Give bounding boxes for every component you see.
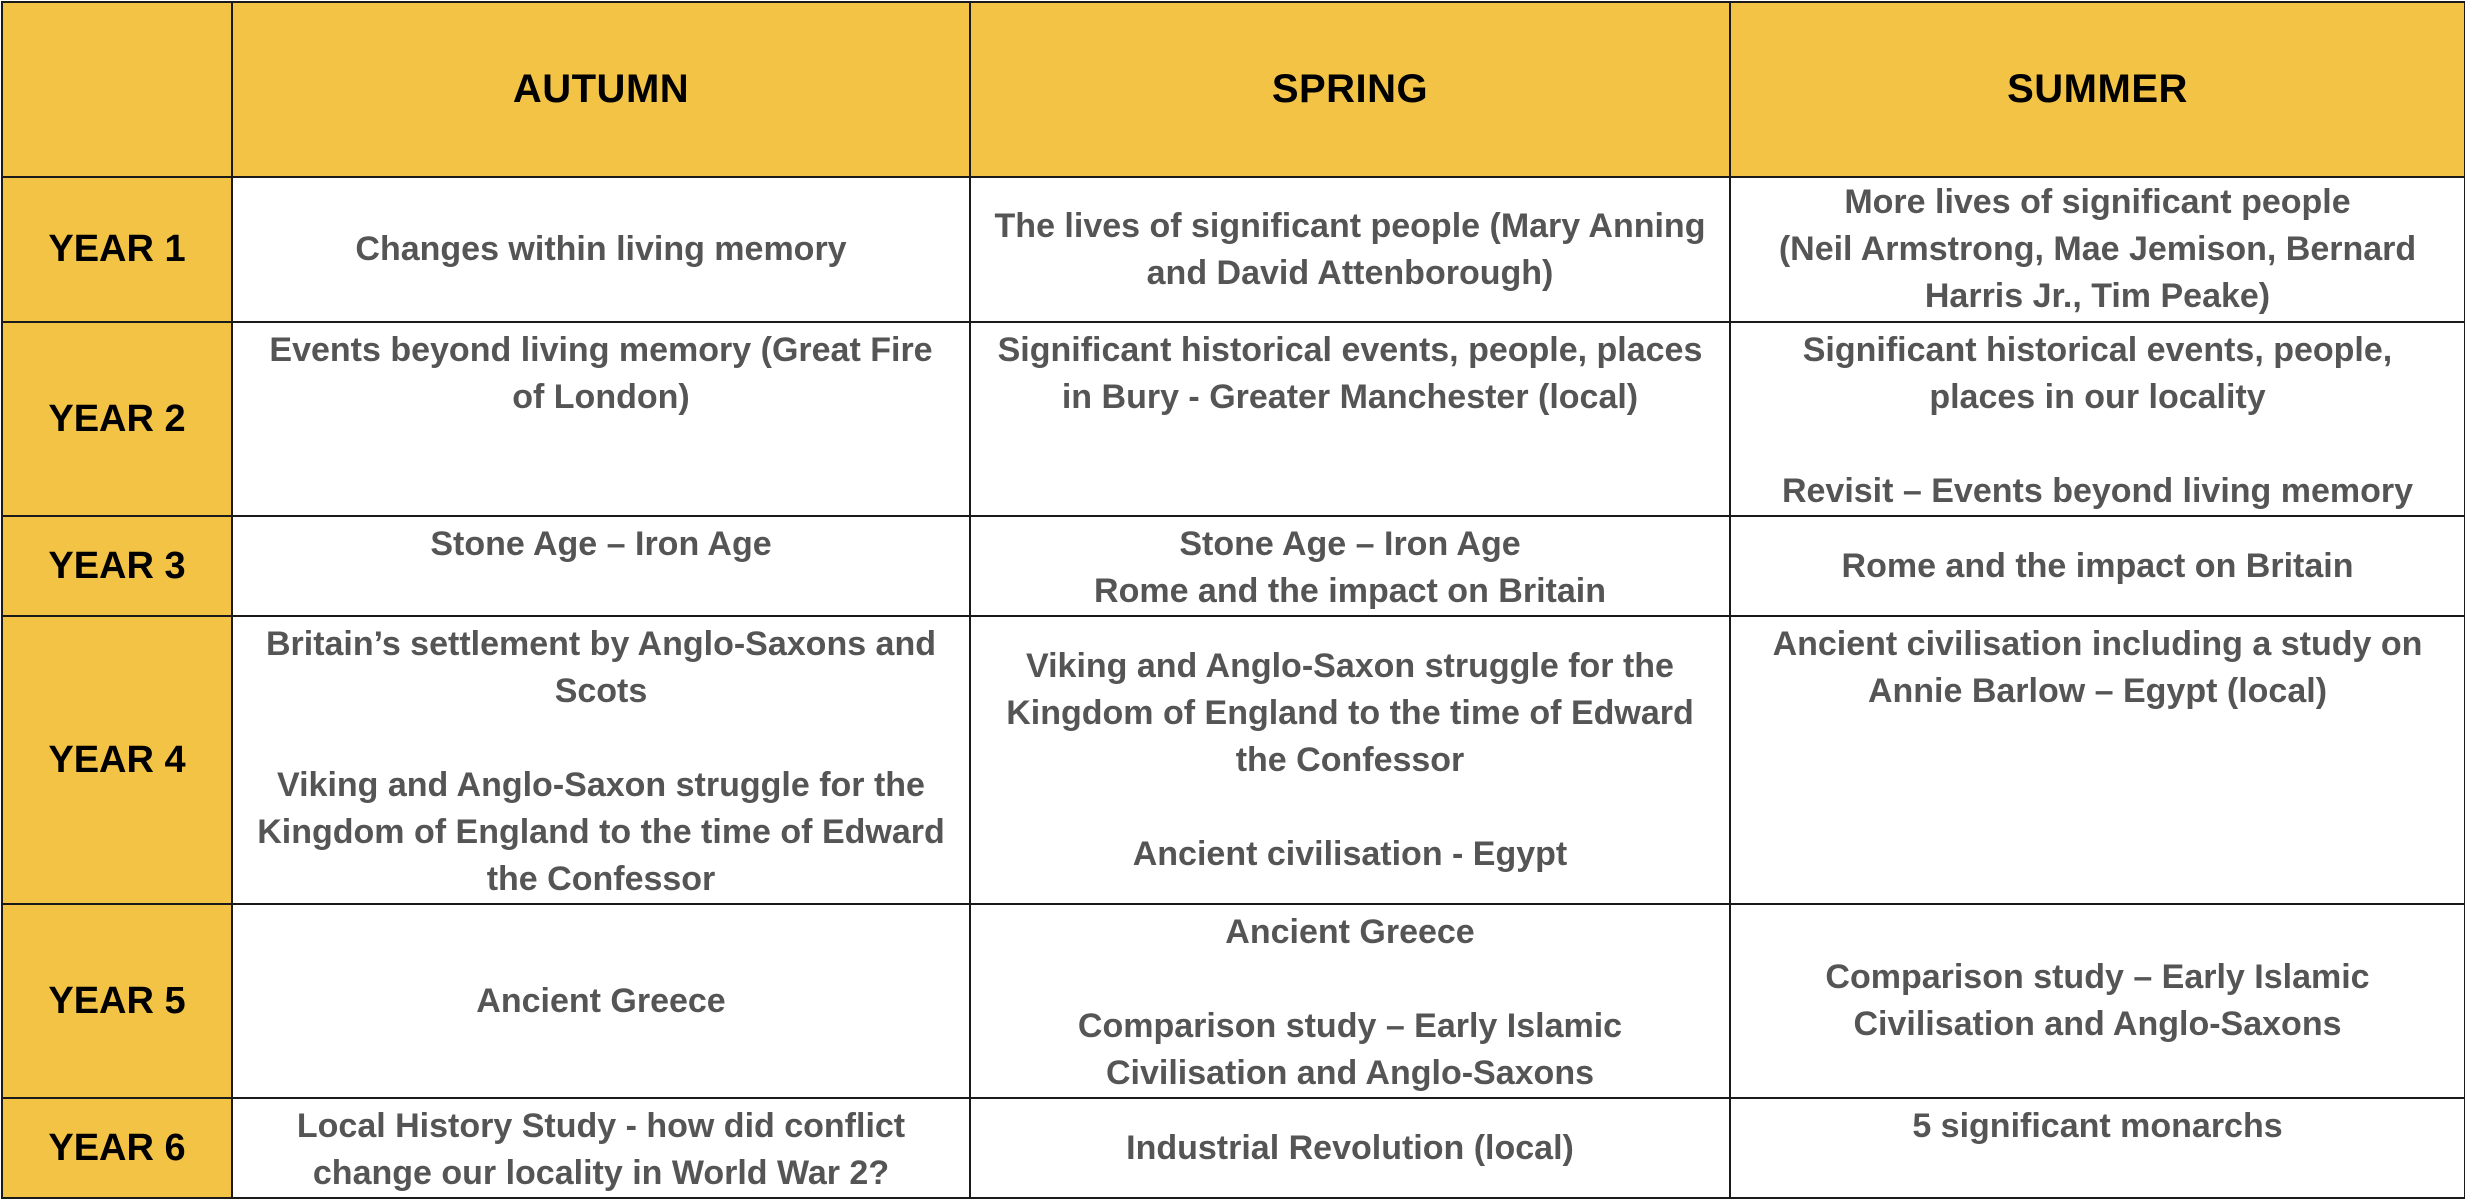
row-header-year-3: YEAR 3 — [2, 516, 232, 616]
topic-text: Ancient Greece — [1225, 913, 1475, 951]
topic-text: Ancient civilisation - Egypt — [1132, 834, 1568, 873]
row-header-year-6: YEAR 6 — [2, 1098, 232, 1198]
cell-year-6-summer — [1730, 1098, 2465, 1198]
cell-year-5-autumn — [232, 904, 970, 1098]
topic-text: Stone Age – Iron Age — [430, 525, 772, 563]
topic-text: Viking and Anglo-Saxon struggle for the Kingdom of England to the time of Edward the Confessor — [1006, 646, 1694, 779]
topic-text: 5 significant monarchs — [1912, 1107, 2283, 1145]
cell-year-2-summer — [1730, 322, 2465, 516]
topic-text: More lives of significant people — [1844, 183, 2351, 221]
blank-line — [989, 956, 1711, 1003]
topic-text: Rome and the impact on Britain — [1094, 572, 1606, 610]
cell-year-1-summer — [1730, 177, 2465, 322]
table-row-year-2 — [2, 322, 2465, 516]
row-header-year-5: YEAR 5 — [2, 904, 232, 1098]
topic-text: Stone Age – Iron Age — [1179, 525, 1521, 563]
table-row-year-5 — [2, 904, 2465, 1098]
topic-text: Revisit – Events beyond living memory — [1781, 472, 2414, 510]
cell-year-6-spring — [970, 1098, 1730, 1198]
cell-year-1-spring — [970, 177, 1730, 322]
topic-text: Comparison study – Early Islamic Civilisation and Anglo-Saxons — [1077, 1007, 1623, 1092]
cell-year-3-autumn — [232, 516, 970, 616]
topic-text: Rome and the impact on Britain — [1841, 546, 2354, 585]
topic-text: Comparison study – Early Islamic Civilisation and Anglo-Saxons — [1825, 958, 2370, 1043]
column-header-summer: SUMMER — [1730, 2, 2465, 177]
topic-text: Significant historical events, people, places in our locality — [1802, 331, 2393, 416]
row-header-year-1: YEAR 1 — [2, 177, 232, 322]
topic-text: (Neil Armstrong, Mae Jemison, Bernard Harris Jr., Tim Peake) — [1778, 230, 2417, 315]
cell-year-5-spring — [970, 904, 1730, 1098]
curriculum-table — [1, 1, 2465, 1199]
blank-line — [1749, 421, 2446, 468]
table-row-year-6 — [2, 1098, 2465, 1198]
cell-year-6-autumn — [232, 1098, 970, 1198]
topic-text: Local History Study - how did conflict change our locality in World War 2? — [296, 1107, 906, 1192]
column-header-spring: SPRING — [970, 2, 1730, 177]
row-header-year-2: YEAR 2 — [2, 322, 232, 516]
cell-year-4-spring — [970, 616, 1730, 904]
topic-text: Significant historical events, people, places in Bury - Greater Manchester (local) — [997, 331, 1703, 416]
corner-cell — [2, 2, 232, 177]
blank-line — [989, 784, 1711, 831]
cell-year-1-autumn — [232, 177, 970, 322]
column-header-autumn: AUTUMN — [232, 2, 970, 177]
cell-year-4-autumn — [232, 616, 970, 904]
blank-line — [251, 715, 951, 762]
table-row-year-1 — [2, 177, 2465, 322]
cell-year-5-summer — [1730, 904, 2465, 1098]
topic-text: Viking and Anglo-Saxon struggle for the Kingdom of England to the time of Edward the Confessor — [257, 766, 945, 898]
topic-text: Britain’s settlement by Anglo-Saxons and Scots — [265, 625, 937, 710]
topic-text: Ancient civilisation including a study on Annie Barlow – Egypt (local) — [1772, 625, 2423, 710]
topic-text: Events beyond living memory (Great Fire of London) — [269, 331, 933, 416]
header-row — [2, 2, 2465, 177]
cell-year-4-summer — [1730, 616, 2465, 904]
cell-year-2-spring — [970, 322, 1730, 516]
topic-text: Ancient Greece — [476, 981, 726, 1020]
topic-text: The lives of significant people (Mary Anning and David Attenborough) — [994, 206, 1706, 292]
table-row-year-3 — [2, 516, 2465, 616]
row-header-year-4: YEAR 4 — [2, 616, 232, 904]
cell-year-2-autumn — [232, 322, 970, 516]
cell-year-3-summer — [1730, 516, 2465, 616]
table-row-year-4 — [2, 616, 2465, 904]
cell-year-3-spring — [970, 516, 1730, 616]
topic-text: Industrial Revolution (local) — [1126, 1128, 1574, 1167]
topic-text: Changes within living memory — [355, 230, 847, 268]
